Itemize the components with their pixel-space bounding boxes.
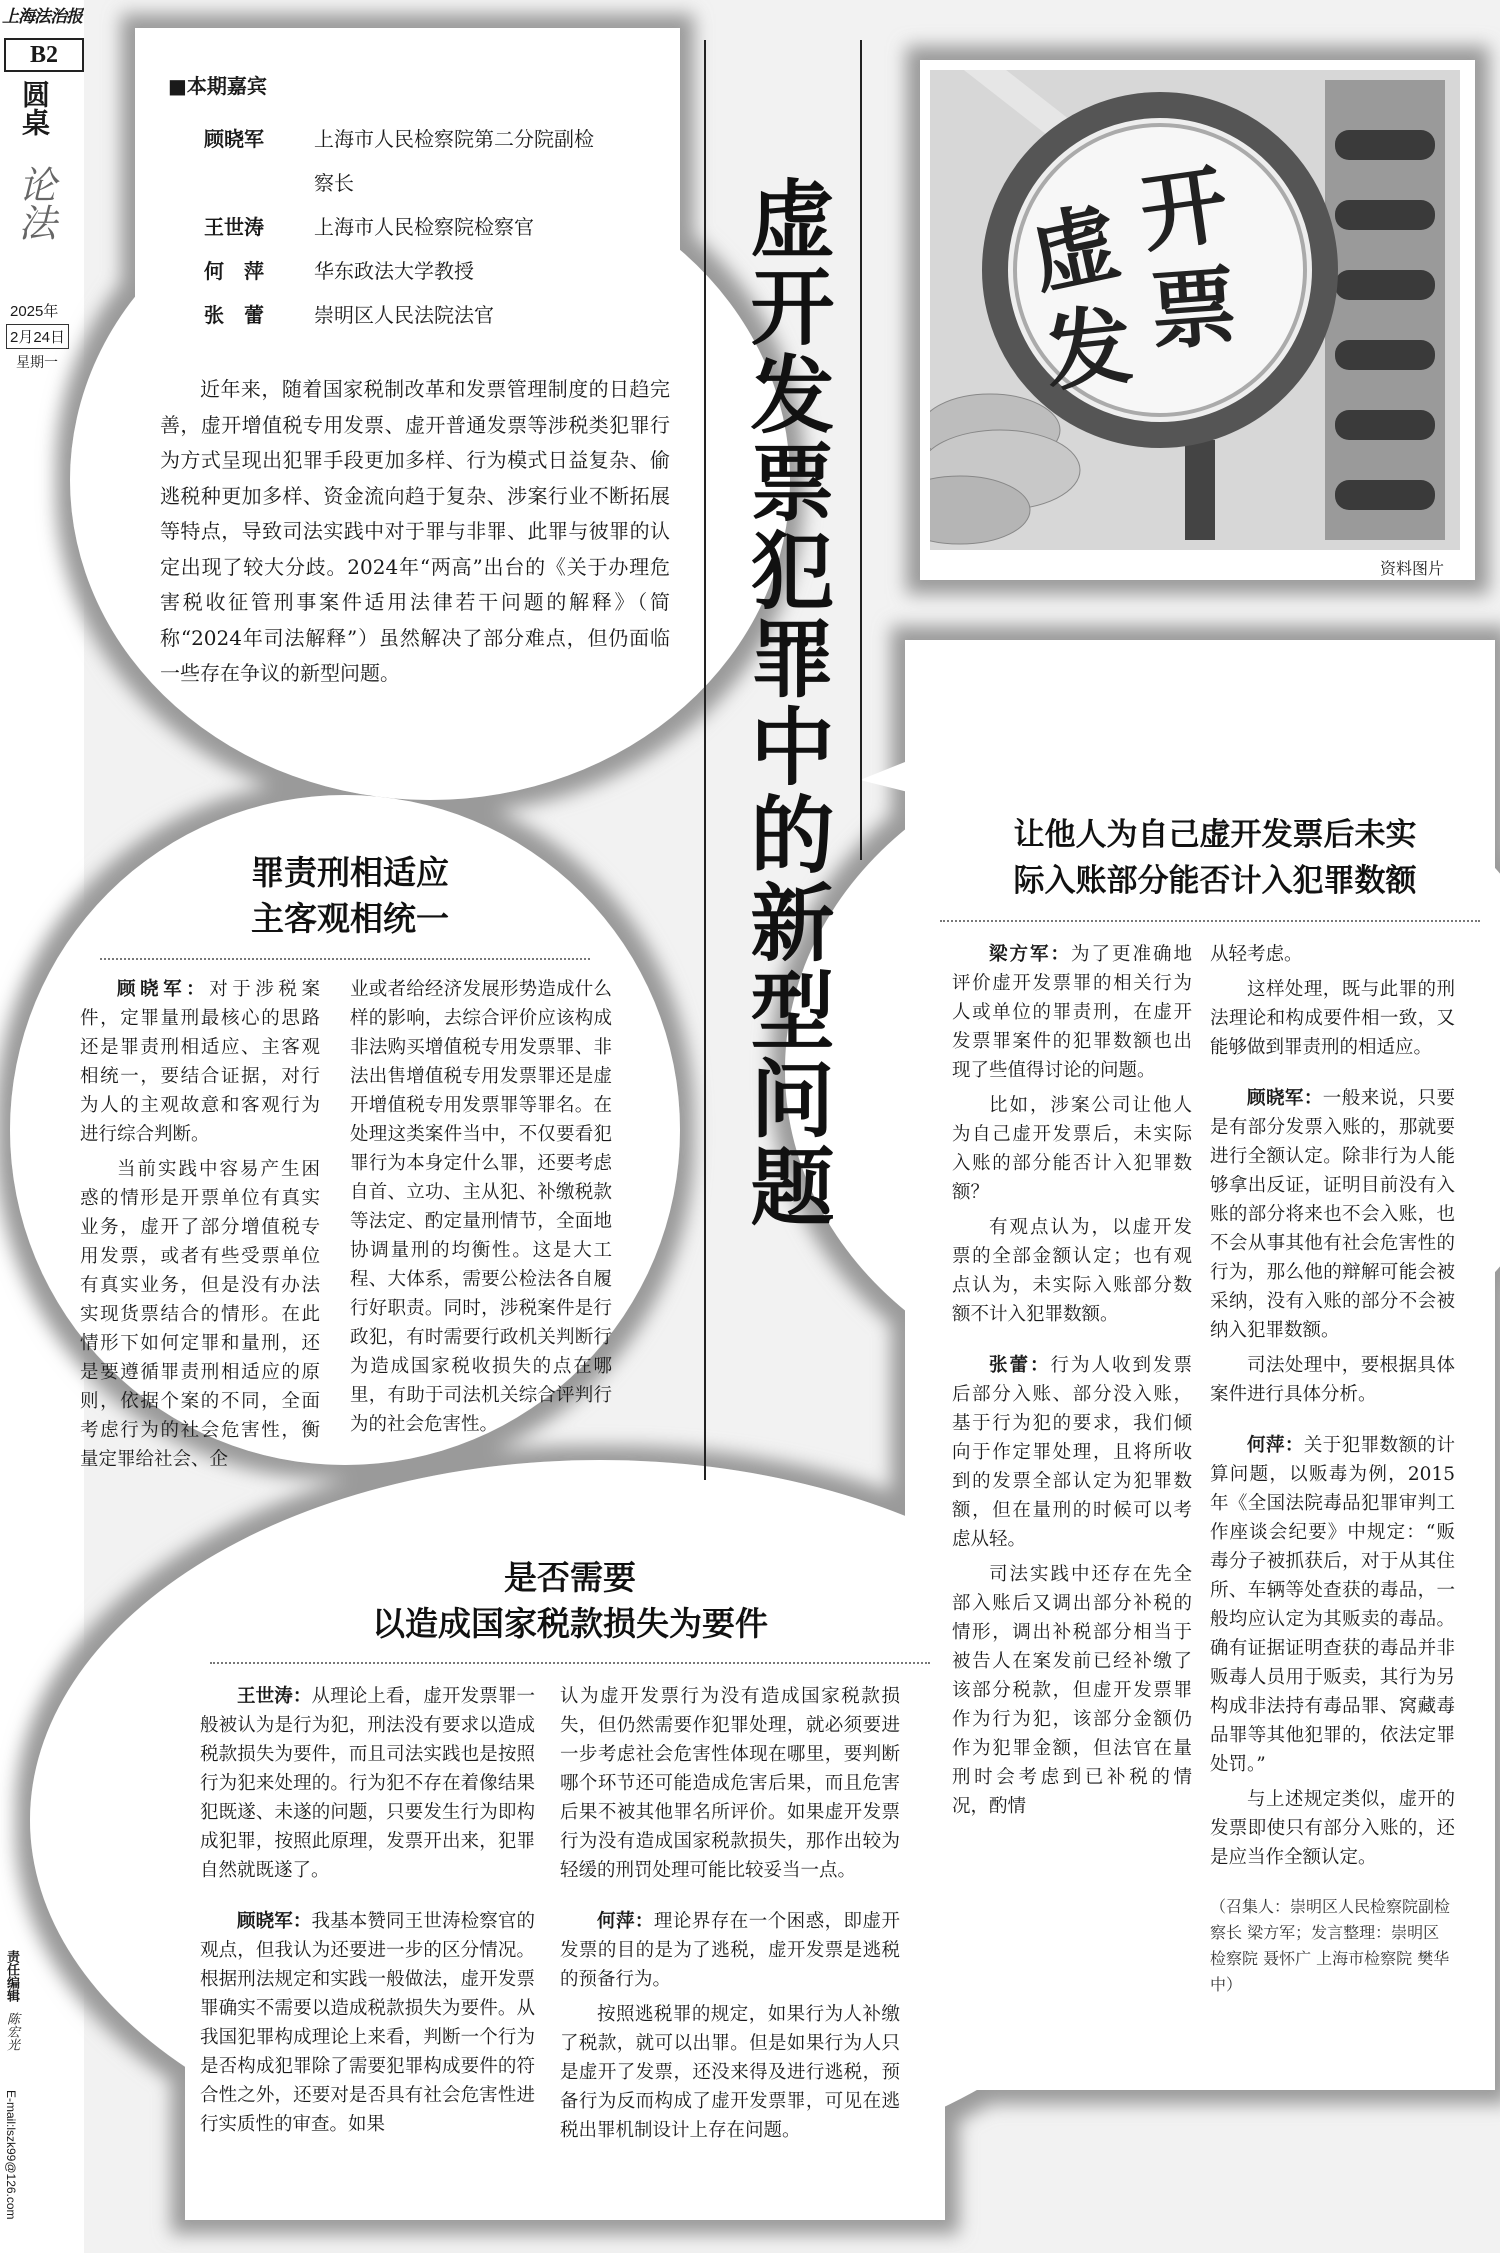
guest-title: 崇明区人民法院法官 <box>314 303 494 327</box>
guests-label: ■本期嘉宾 <box>168 74 267 98</box>
guest-title: 华东政法大学教授 <box>314 259 474 283</box>
guest-row <box>168 205 678 249</box>
lens-text-2: 开 <box>1134 153 1234 266</box>
section3-column-2 <box>560 1682 900 2151</box>
section2-title <box>955 812 1475 904</box>
paragraph: 从轻考虑。 <box>1210 944 1303 965</box>
headline-rule-left <box>704 40 706 1480</box>
lens-text-4: 票 <box>1147 256 1240 363</box>
section2-title-line1: 让他人为自己虚开发票后未实 <box>1013 817 1417 853</box>
guest-name: 何 萍 <box>204 259 264 283</box>
section2-credits: （召集人：崇明区人民检察院副检察长 梁方军；发言整理：崇明区检察院 聂怀广 上海市检察院 樊华中） <box>1210 1897 1451 1994</box>
intro-paragraph: 近年来，随着国家税制改革和发票管理制度的日趋完善，虚开增值税专用发票、虚开普通发票等涉税类犯罪行为方式呈现出犯罪手段更加多样、行为模式日益复杂、偷逃税种更加多样、资金流向趋于复杂、涉案行业不断拓展等特点，导致司法实践中对于罪与非罪、此罪与彼罪的认定出现了较大分歧。2024年“两高”出台的《关于办理危害税收征管刑事案件适用法律若干问题的解释》（简称“2024年司法解释”）虽然解决了部分难点，但仍面临一些存在争议的新型问题。 <box>160 377 670 685</box>
section1-divider <box>100 958 590 960</box>
guest-row <box>168 293 678 337</box>
paragraph: 何萍：理论界存在一个困惑，即虚开发票的目的是为了逃税，虚开发票是逃税的预备行为。 <box>560 1911 900 1990</box>
section1-title <box>120 850 580 942</box>
guest-row <box>168 249 678 293</box>
section1-title-line2: 主客观相统一 <box>251 899 449 938</box>
page-headline: 虚开发票犯罪中的新型问题 <box>737 175 836 1231</box>
section2-column-1 <box>952 940 1192 1827</box>
paragraph: 按照逃税罪的规定，如果行为人补缴了税款，就可以出罪。但是如果行为人只是虚开了发票，还没来得及进行逃税，预备行为反而构成了虚开发票罪，可见在逃税出罪机制设计上存在问题。 <box>560 2004 900 2141</box>
editor-email: E-mail:lszk99@126.com <box>4 2090 18 2220</box>
paragraph: 认为虚开发票行为没有造成国家税款损失，但仍然需要作犯罪处理，就必须要进一步考虑社会危害性体现在哪里，要判断哪个环节还可能造成危害后果，而且危害后果不被其他罪名所评价。如果虚开发票行为没有造成国家税款损失，那作出较为轻缓的刑罚处理可能比较妥当一点。 <box>560 1686 900 1881</box>
section2-divider <box>940 920 1480 922</box>
paragraph: 司法实践中还存在先全部入账后又调出部分补税的情形，调出补税部分相当于被告人在案发前已经补缴了该部分税款，但虚开发票罪作为行为犯，该部分金额仍作为犯罪金额，但法官在量刑时会考虑到已补税的情况，酌情 <box>952 1564 1192 1817</box>
paragraph: 张蕾：行为人收到发票后部分入账、部分没入账，基于行为犯的要求，我们倾向于作定罪处理，且将所收到的发票全部认定为犯罪数额，但在量刑的时候可以考虑从轻。 <box>952 1355 1192 1550</box>
headline-rule-right <box>860 40 862 860</box>
section2-column-2 <box>1210 940 1455 1998</box>
section1-column-1 <box>80 975 320 1480</box>
lens-text-3: 发 <box>1040 294 1137 405</box>
paragraph: 何萍：关于犯罪数额的计算问题，以贩毒为例，2015年《全国法院毒品犯罪审判工作座谈会纪要》中规定：“贩毒分子被抓获后，对于从其住所、车辆等处查获的毒品，一般均应认定为其贩卖的毒品。确有证据证明查获的毒品并非贩毒人员用于贩卖，其行为另构成非法持有毒品罪、窝藏毒品罪等其他犯罪的，依法定罪处罚。” <box>1210 1435 1455 1775</box>
paragraph: 顾晓军：我基本赞同王世涛检察官的观点，但我认为还要进一步的区分情况。根据刑法规定和实践一般做法，虚开发票罪确实不需要以造成税款损失为要件。从我国犯罪构成理论上来看，判断一个行为是否构成犯罪除了需要犯罪构成要件的符合性之外，还要对是否具有社会危害性进行实质性的审查。如果 <box>200 1911 535 2135</box>
paragraph: 顾晓军：对于涉税案件，定罪量刑最核心的思路还是罪责刑相适应、主客观相统一，要结合证据，对行为人的主观故意和客观行为进行综合判断。 <box>80 979 320 1145</box>
paragraph: 有观点认为，以虚开发票的全部金额认定；也有观点认为，未实际入账部分数额不计入犯罪数额。 <box>952 1217 1192 1325</box>
paragraph: 司法处理中，要根据具体案件进行具体分析。 <box>1210 1355 1455 1405</box>
photo-caption: 资料图片 <box>1380 559 1445 578</box>
guest-title: 上海市人民检察院第二分院副检 察长 <box>314 127 594 195</box>
guest-name: 顾晓军 <box>204 127 264 151</box>
paragraph: 王世涛：从理论上看，虚开发票罪一般被认为是行为犯，刑法没有要求以造成税款损失为要件，而且司法实践也是按照行为犯来处理的。行为犯不存在着像结果犯既遂、未遂的问题，只要发生行为即构成犯罪，按照此原理，发票开出来，犯罪自然就既遂了。 <box>200 1686 535 1881</box>
guest-name: 王世涛 <box>204 215 264 239</box>
column-name-bottom: 论法 <box>12 165 56 241</box>
guest-row <box>168 117 678 205</box>
guest-name: 张 蕾 <box>204 303 264 327</box>
guests-box <box>168 70 678 337</box>
lens-text-1: 虚 <box>1021 190 1128 308</box>
paragraph: 与上述规定类似，虚开的发票即使只有部分入账的，还是应当作全额认定。 <box>1210 1789 1455 1868</box>
paragraph: 比如，涉案公司让他人为自己虚开发票后，未实际入账的部分能否计入犯罪数额？ <box>952 1095 1192 1203</box>
paragraph: 当前实践中容易产生困惑的情形是开票单位有真实业务，虚开了部分增值税专用发票，或者有些受票单位有真实业务，但是没有办法实现货票结合的情形。在此情形下如何定罪和量刑，还是要遵循罪责刑相适应的原则，依据个案的不同，全面考虑行为的社会危害性，衡量定罪给社会、企 <box>80 1159 320 1470</box>
section3-title-line1: 是否需要 <box>504 1558 636 1597</box>
paragraph: 这样处理，既与此罪的刑法理论和构成要件相一致，又能够做到罪责刑的相适应。 <box>1210 979 1455 1058</box>
section3-title-line2: 以造成国家税款损失为要件 <box>372 1604 768 1643</box>
issue-year: 2025年 <box>10 303 59 320</box>
illustration-photo <box>930 70 1460 550</box>
paragraph: 顾晓军：一般来说，只要是有部分发票入账的，那就要进行全额认定。除非行为人能够拿出反证，证明目前没有入账的部分将来也不会入账，也不会从事其他有社会危害性的行为，那么他的辩解可能会被采纳，没有入账的部分不会被纳入犯罪数额。 <box>1210 1088 1455 1341</box>
editor-name: 陈宏光 <box>5 2011 20 2051</box>
issue-weekday: 星期一 <box>16 354 58 370</box>
section3-column-1 <box>200 1682 535 2145</box>
editor-label: 责任编辑 <box>5 1950 20 2002</box>
paragraph: 业或者给经济发展形势造成什么样的影响，去综合评价应该构成非法购买增值税专用发票罪、非法出售增值税专用发票罪还是虚开增值税专用发票罪等罪名。在处理这类案件当中，不仅要看犯罪行为本身定什么罪，还要考虑自首、立功、主从犯、补缴税款等法定、酌定量刑情节，全面地协调量刑的均衡性。这是大工程、大体系，需要公检法各自履行好职责。同时，涉税案件是行政犯，有时需要行政机关判断行为造成国家税收损失的点在哪里，有助于司法机关综合评判行为的社会危害性。 <box>350 979 612 1435</box>
section1-column-2 <box>350 975 612 1445</box>
column-name-top: 圆桌 <box>18 80 51 136</box>
section2-title-line2: 际入账部分能否计入犯罪数额 <box>1013 863 1417 899</box>
section3-title <box>290 1555 850 1647</box>
section1-title-line1: 罪责刑相适应 <box>251 853 449 892</box>
guest-title: 上海市人民检察院检察官 <box>314 215 534 239</box>
issue-date: 2月24日 <box>6 324 69 349</box>
newspaper-logo: 上海法治报 <box>2 7 82 27</box>
page-number: B2 <box>4 38 84 72</box>
section3-divider <box>210 1662 930 1664</box>
paragraph: 梁方军：为了更准确地评价虚开发票罪的相关行为人或单位的罪责刑，在虚开发票罪案件的犯罪数额也出现了些值得讨论的问题。 <box>952 944 1192 1081</box>
